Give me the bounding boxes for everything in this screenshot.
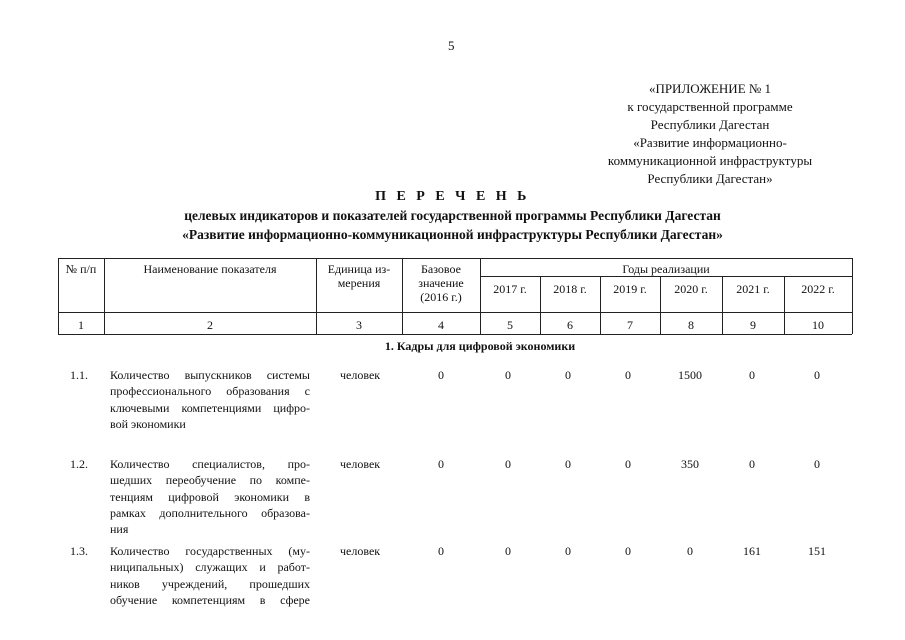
document-subtitle-line: целевых индикаторов и показателей государственной программы Республики Дагестан — [184, 208, 721, 223]
header-unit-line: Единица из- — [327, 262, 391, 276]
section-title: 1. Кадры для цифровой экономики — [384, 339, 576, 353]
row-number: 1.2. — [70, 457, 88, 471]
row-desc-line: ключевыми компетенциями цифро- — [110, 400, 310, 415]
column-number: 5 — [507, 318, 513, 332]
row-value-2020: 350 — [681, 457, 699, 471]
appendix-line: Республики Дагестан — [650, 117, 770, 132]
header-num: № п/п — [65, 262, 97, 276]
column-number: 2 — [207, 318, 213, 332]
row-value-2019: 0 — [625, 457, 631, 471]
row-value-2019: 0 — [625, 368, 631, 382]
appendix-line: «Развитие информационно- — [633, 135, 787, 150]
header-base-line: (2016 г.) — [420, 290, 462, 304]
column-number: 6 — [567, 318, 573, 332]
row-desc-line: рамках дополнительного образова- — [110, 505, 310, 520]
header-year: 2018 г. — [553, 282, 587, 296]
header-year: 2020 г. — [674, 282, 708, 296]
column-number: 9 — [750, 318, 756, 332]
column-number: 3 — [356, 318, 362, 332]
row-value-base: 0 — [438, 544, 444, 558]
appendix-line: к государственной программе — [627, 99, 793, 114]
row-value-2018: 0 — [565, 544, 571, 558]
document-heading — [0, 188, 905, 244]
column-number: 4 — [438, 318, 444, 332]
row-value-2022: 0 — [814, 368, 820, 382]
row-value-2022: 151 — [808, 544, 826, 558]
row-desc-line: тенциям цифровой экономики в — [110, 489, 310, 504]
header-year: 2021 г. — [736, 282, 770, 296]
column-number: 10 — [812, 318, 824, 332]
row-value-2021: 161 — [743, 544, 761, 558]
header-year: 2019 г. — [613, 282, 647, 296]
header-unit — [316, 262, 402, 290]
row-value-2017: 0 — [505, 457, 511, 471]
header-unit-line: мерения — [337, 276, 381, 290]
row-value-base: 0 — [438, 457, 444, 471]
row-value-2018: 0 — [565, 368, 571, 382]
row-number: 1.1. — [70, 368, 88, 382]
header-base-line: значение — [418, 276, 464, 290]
row-value-2017: 0 — [505, 368, 511, 382]
header-year: 2017 г. — [493, 282, 527, 296]
table-top-border — [58, 258, 852, 259]
header-base-line: Базовое — [421, 262, 461, 276]
row-desc-line: ния — [110, 522, 129, 537]
row-value-2021: 0 — [749, 368, 755, 382]
header-base-value — [402, 262, 480, 304]
header-year: 2022 г. — [801, 282, 835, 296]
row-value-2022: 0 — [814, 457, 820, 471]
table-header-bottom-border — [58, 312, 852, 313]
row-value-2021: 0 — [749, 457, 755, 471]
row-number: 1.3. — [70, 544, 88, 558]
row-desc-line: Количество специалистов, про- — [110, 457, 310, 471]
row-indicator-name — [110, 456, 310, 537]
table-right-border — [852, 258, 853, 334]
row-value-2017: 0 — [505, 544, 511, 558]
appendix-line: Республики Дагестан» — [647, 171, 773, 186]
row-value-2018: 0 — [565, 457, 571, 471]
document-subtitle-line: «Развитие информационно-коммуникационной инфраструктуры Республики Дагестан» — [182, 227, 723, 242]
row-desc-line: вой экономики — [110, 416, 186, 431]
appendix-line: «ПРИЛОЖЕНИЕ № 1 — [648, 81, 772, 96]
appendix-line: коммуникационной инфраструктуры — [607, 153, 813, 168]
row-indicator-name — [110, 367, 310, 432]
document-title: П Е Р Е Ч Е Н Ь — [375, 189, 530, 204]
column-number: 8 — [688, 318, 694, 332]
header-years-title: Годы реализации — [622, 262, 710, 276]
row-desc-line: ников учреждений, прошедших — [110, 576, 310, 591]
row-desc-line: профессионального образования с — [110, 384, 310, 399]
years-header-divider — [480, 276, 852, 277]
row-value-2020: 0 — [687, 544, 693, 558]
row-unit: человек — [340, 544, 381, 558]
row-unit: человек — [340, 457, 381, 471]
row-desc-line: Количество выпускников системы — [110, 368, 310, 382]
row-desc-line: Количество государственных (му- — [110, 544, 310, 558]
header-indicator-name: Наименование показателя — [143, 262, 277, 276]
row-unit: человек — [340, 368, 381, 382]
column-number: 7 — [627, 318, 633, 332]
row-value-2020: 1500 — [678, 368, 702, 382]
row-value-2019: 0 — [625, 544, 631, 558]
appendix-header — [560, 80, 860, 188]
row-desc-line: обучение компетенциям в сфере — [110, 592, 310, 607]
column-number: 1 — [78, 318, 84, 332]
row-desc-line: шедших переобучение по компе- — [110, 473, 310, 488]
page-number: 5 — [448, 38, 455, 53]
row-indicator-name — [110, 543, 310, 608]
column-numbers-bottom-border — [58, 334, 852, 335]
row-desc-line: ниципальных) служащих и работ- — [110, 560, 310, 575]
row-value-base: 0 — [438, 368, 444, 382]
